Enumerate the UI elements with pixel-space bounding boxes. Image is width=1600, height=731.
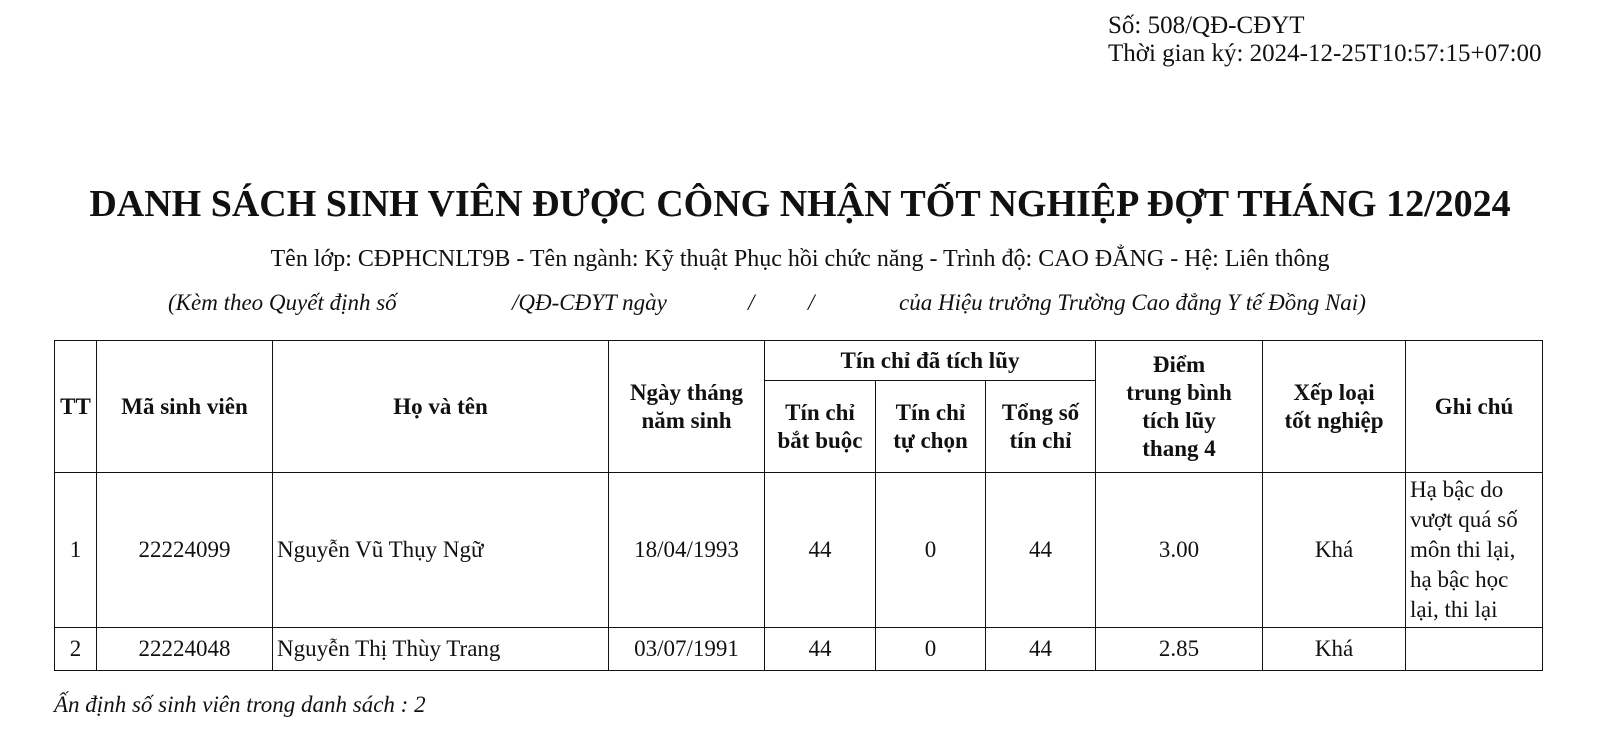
cell-elective: 0 [876, 473, 986, 628]
header-gpa [1096, 341, 1263, 473]
table-row [55, 473, 1543, 628]
decision-ref-part2: /QĐ-CĐYT ngày [512, 290, 667, 315]
header-gpa-line2: trung bình [1126, 379, 1232, 405]
header-full-name: Họ và tên [273, 341, 609, 473]
header-gpa-line1: Điểm [1152, 351, 1206, 377]
cell-note [1406, 628, 1543, 671]
decision-ref-slash1: / [748, 290, 755, 315]
header-elective-line2: tự chọn [893, 427, 968, 453]
graduates-table [54, 340, 1543, 671]
cell-gpa: 2.85 [1096, 628, 1263, 671]
student-count-footer: Ấn định số sinh viên trong danh sách : 2 [54, 692, 426, 717]
class-info: Tên lớp: CĐPHCNLT9B - Tên ngành: Kỹ thuật Phục hồi chức năng - Trình độ: CAO ĐẲNG - Hệ: Liên thông [270, 246, 1330, 272]
cell-gpa: 3.00 [1096, 473, 1263, 628]
cell-tt: 1 [55, 473, 97, 628]
signed-time: Thời gian ký: 2024-12-25T10:57:15+07:00 [1108, 40, 1542, 67]
header-rank [1263, 341, 1406, 473]
cell-required: 44 [765, 628, 876, 671]
decision-ref-slash2: / [808, 290, 815, 315]
header-required-line1: Tín chỉ [785, 399, 855, 425]
table-row [55, 628, 1543, 671]
header-required-line2: bắt buộc [777, 427, 863, 453]
cell-note: Hạ bậc do vượt quá số môn thi lại, hạ bậc học lại, thi lại [1406, 473, 1543, 628]
header-credits-group: Tín chỉ đã tích lũy [765, 341, 1096, 381]
header-gpa-line3: tích lũy [1142, 407, 1216, 433]
header-note: Ghi chú [1406, 341, 1543, 473]
cell-total: 44 [986, 628, 1096, 671]
header-dob-line1: Ngày tháng [629, 379, 744, 405]
cell-required: 44 [765, 473, 876, 628]
signature-stamp [1108, 12, 1542, 68]
decision-number: Số: 508/QĐ-CĐYT [1108, 12, 1305, 39]
header-total-line1: Tổng số [1001, 399, 1080, 425]
cell-tt: 2 [55, 628, 97, 671]
cell-total: 44 [986, 473, 1096, 628]
cell-rank: Khá [1263, 473, 1406, 628]
cell-full-name: Nguyễn Thị Thùy Trang [273, 628, 609, 671]
cell-student-id: 22224099 [97, 473, 273, 628]
header-dob [609, 341, 765, 473]
header-dob-line2: năm sinh [641, 407, 732, 433]
header-rank-line1: Xếp loại [1293, 379, 1375, 405]
cell-dob: 18/04/1993 [609, 473, 765, 628]
header-tt: TT [55, 341, 97, 473]
cell-student-id: 22224048 [97, 628, 273, 671]
cell-full-name: Nguyễn Vũ Thụy Ngữ [273, 473, 609, 628]
decision-ref-part1: (Kèm theo Quyết định số [168, 290, 397, 315]
header-student-id: Mã sinh viên [97, 341, 273, 473]
header-elective [876, 381, 986, 473]
header-required [765, 381, 876, 473]
cell-elective: 0 [876, 628, 986, 671]
cell-dob: 03/07/1991 [609, 628, 765, 671]
cell-rank: Khá [1263, 628, 1406, 671]
header-total [986, 381, 1096, 473]
header-total-line2: tín chỉ [1009, 427, 1072, 453]
document-title: DANH SÁCH SINH VIÊN ĐƯỢC CÔNG NHẬN TỐT NGHIỆP ĐỢT THÁNG 12/2024 [89, 183, 1511, 225]
header-rank-line2: tốt nghiệp [1284, 407, 1384, 433]
header-elective-line1: Tín chỉ [895, 399, 966, 425]
header-gpa-line4: thang 4 [1142, 435, 1216, 461]
decision-ref-part3: của Hiệu trưởng Trường Cao đẳng Y tế Đồng Nai) [899, 290, 1366, 315]
